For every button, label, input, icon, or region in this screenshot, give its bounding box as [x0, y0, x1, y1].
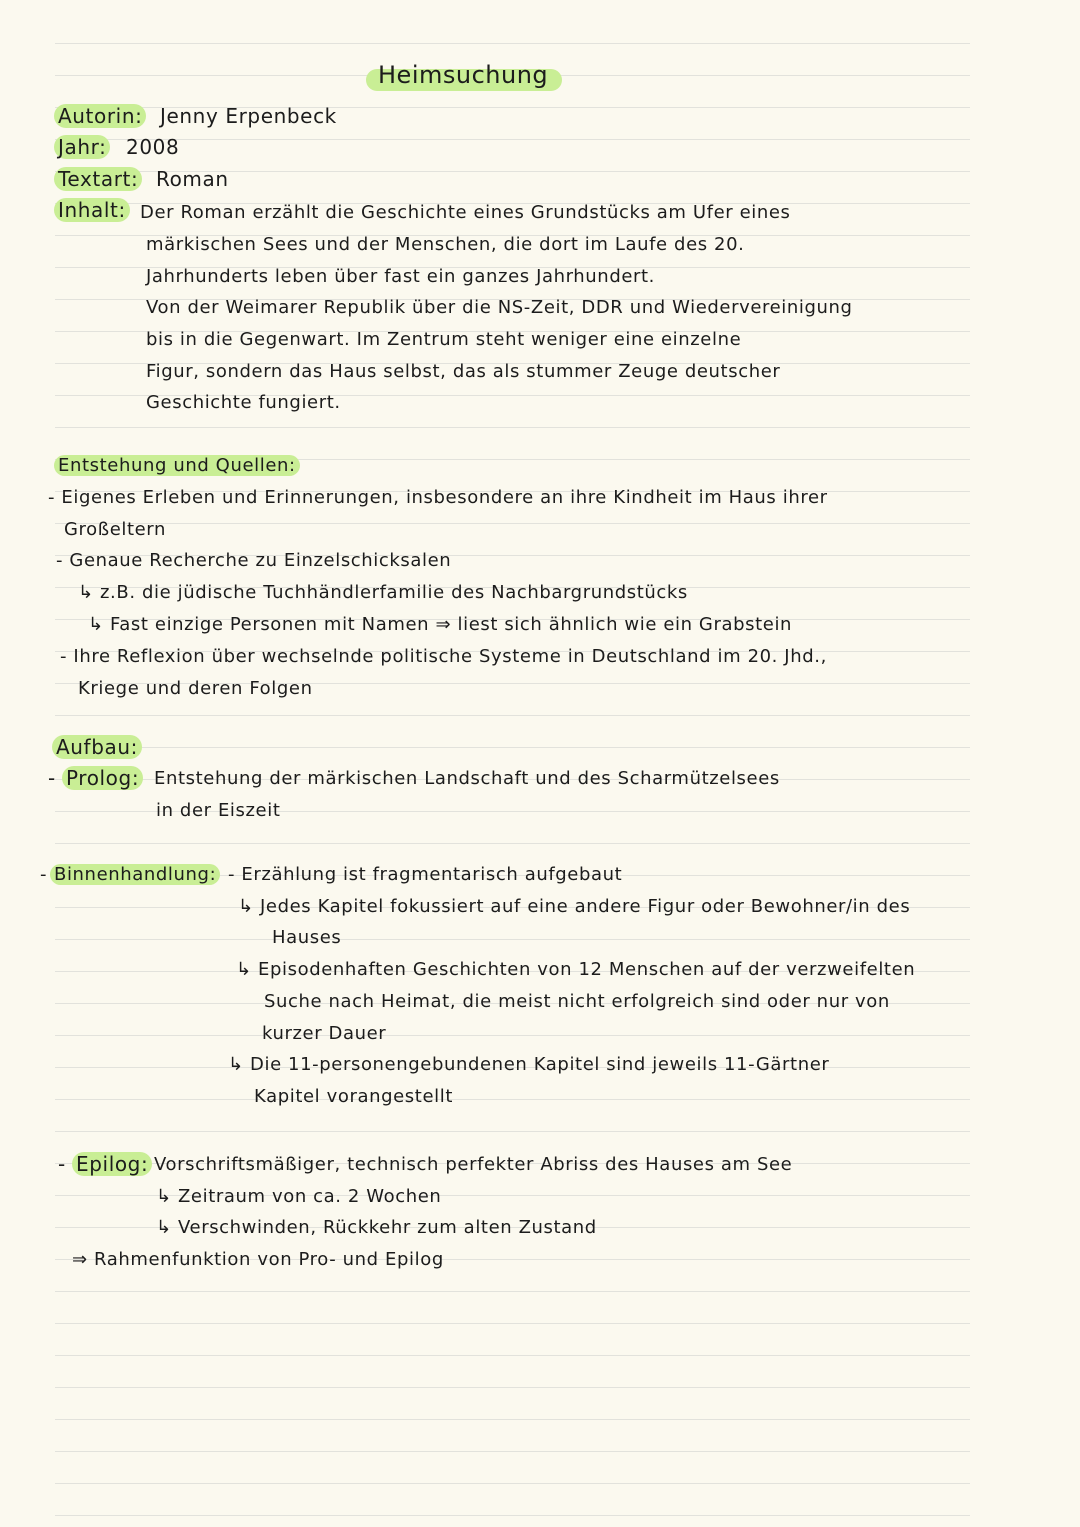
- epilog-label: Epilog:: [72, 1151, 152, 1177]
- binnen-line-4: ↳ Episodenhaften Geschichten von 12 Menschen auf der verzweifelten: [236, 959, 916, 980]
- inhalt-line-1: Der Roman erzählt die Geschichte eines Grundstücks am Ufer eines: [140, 202, 791, 223]
- entstehung-line-7: Kriege und deren Folgen: [78, 678, 313, 699]
- binnen-line-7: ↳ Die 11-personengebundenen Kapitel sind jeweils 11-Gärtner: [228, 1054, 830, 1075]
- inhalt-line-4: Von der Weimarer Republik über die NS-Zeit, DDR und Wiedervereinigung: [146, 297, 853, 318]
- entstehung-line-2: Großeltern: [64, 519, 167, 540]
- autorin-value: Jenny Erpenbeck: [160, 104, 337, 128]
- binnen-line-2: ↳ Jedes Kapitel fokussiert auf eine andere Figur oder Bewohner/in des: [238, 896, 911, 917]
- jahr-label: Jahr:: [54, 134, 110, 160]
- inhalt-line-5: bis in die Gegenwart. Im Zentrum steht weniger eine einzelne: [146, 329, 742, 350]
- entstehung-line-4: ↳ z.B. die jüdische Tuchhändlerfamilie des Nachbargrundstücks: [78, 582, 688, 603]
- epilog-line-3: ↳ Verschwinden, Rückkehr zum alten Zustand: [156, 1217, 597, 1238]
- entstehung-line-1: - Eigenes Erleben und Erinnerungen, insbesondere an ihre Kindheit im Haus ihrer: [48, 487, 828, 508]
- textart-value: Roman: [156, 167, 229, 191]
- inhalt-line-2: märkischen Sees und der Menschen, die dort im Laufe des 20.: [146, 234, 745, 255]
- entstehung-line-3: - Genaue Recherche zu Einzelschicksalen: [56, 550, 452, 571]
- binnen-label: Binnenhandlung:: [50, 862, 220, 888]
- binnen-line-6: kurzer Dauer: [262, 1023, 387, 1044]
- epilog-dash: -: [58, 1152, 66, 1176]
- binnen-line-3: Hauses: [272, 927, 342, 948]
- aufbau-heading: Aufbau:: [52, 734, 142, 760]
- right-margin: [1026, 0, 1080, 1527]
- epilog-line-4: ⇒ Rahmenfunktion von Pro- und Epilog: [72, 1249, 444, 1270]
- epilog-line-2: ↳ Zeitraum von ca. 2 Wochen: [156, 1186, 442, 1207]
- binnen-line-5: Suche nach Heimat, die meist nicht erfolgreich sind oder nur von: [264, 991, 890, 1012]
- prolog-line-1: Entstehung der märkischen Landschaft und des Scharmützelsees: [154, 768, 780, 789]
- left-margin: [0, 0, 55, 1527]
- binnen-dash: -: [40, 864, 48, 885]
- entstehung-line-5: ↳ Fast einzige Personen mit Namen ⇒ liest sich ähnlich wie ein Grabstein: [88, 614, 793, 635]
- inhalt-line-6: Figur, sondern das Haus selbst, das als stummer Zeuge deutscher: [146, 361, 781, 382]
- textart-label: Textart:: [54, 166, 142, 192]
- prolog-label: Prolog:: [62, 765, 143, 791]
- prolog-line-2: in der Eiszeit: [156, 800, 281, 821]
- prolog-dash: -: [48, 766, 56, 790]
- entstehung-line-6: - Ihre Reflexion über wechselnde politische Systeme in Deutschland im 20. Jhd.,: [60, 646, 827, 667]
- epilog-line-1: Vorschriftsmäßiger, technisch perfekter Abriss des Hauses am See: [154, 1154, 793, 1175]
- inhalt-line-3: Jahrhunderts leben über fast ein ganzes Jahrhundert.: [146, 266, 655, 287]
- entstehung-heading: Entstehung und Quellen:: [54, 453, 300, 479]
- inhalt-label: Inhalt:: [54, 197, 130, 223]
- page-title: Heimsuchung: [378, 61, 549, 89]
- jahr-value: 2008: [126, 135, 180, 159]
- autorin-label: Autorin:: [54, 103, 146, 129]
- binnen-line-1: - Erzählung ist fragmentarisch aufgebaut: [228, 864, 623, 885]
- binnen-line-8: Kapitel vorangestellt: [254, 1086, 453, 1107]
- inhalt-line-7: Geschichte fungiert.: [146, 392, 341, 413]
